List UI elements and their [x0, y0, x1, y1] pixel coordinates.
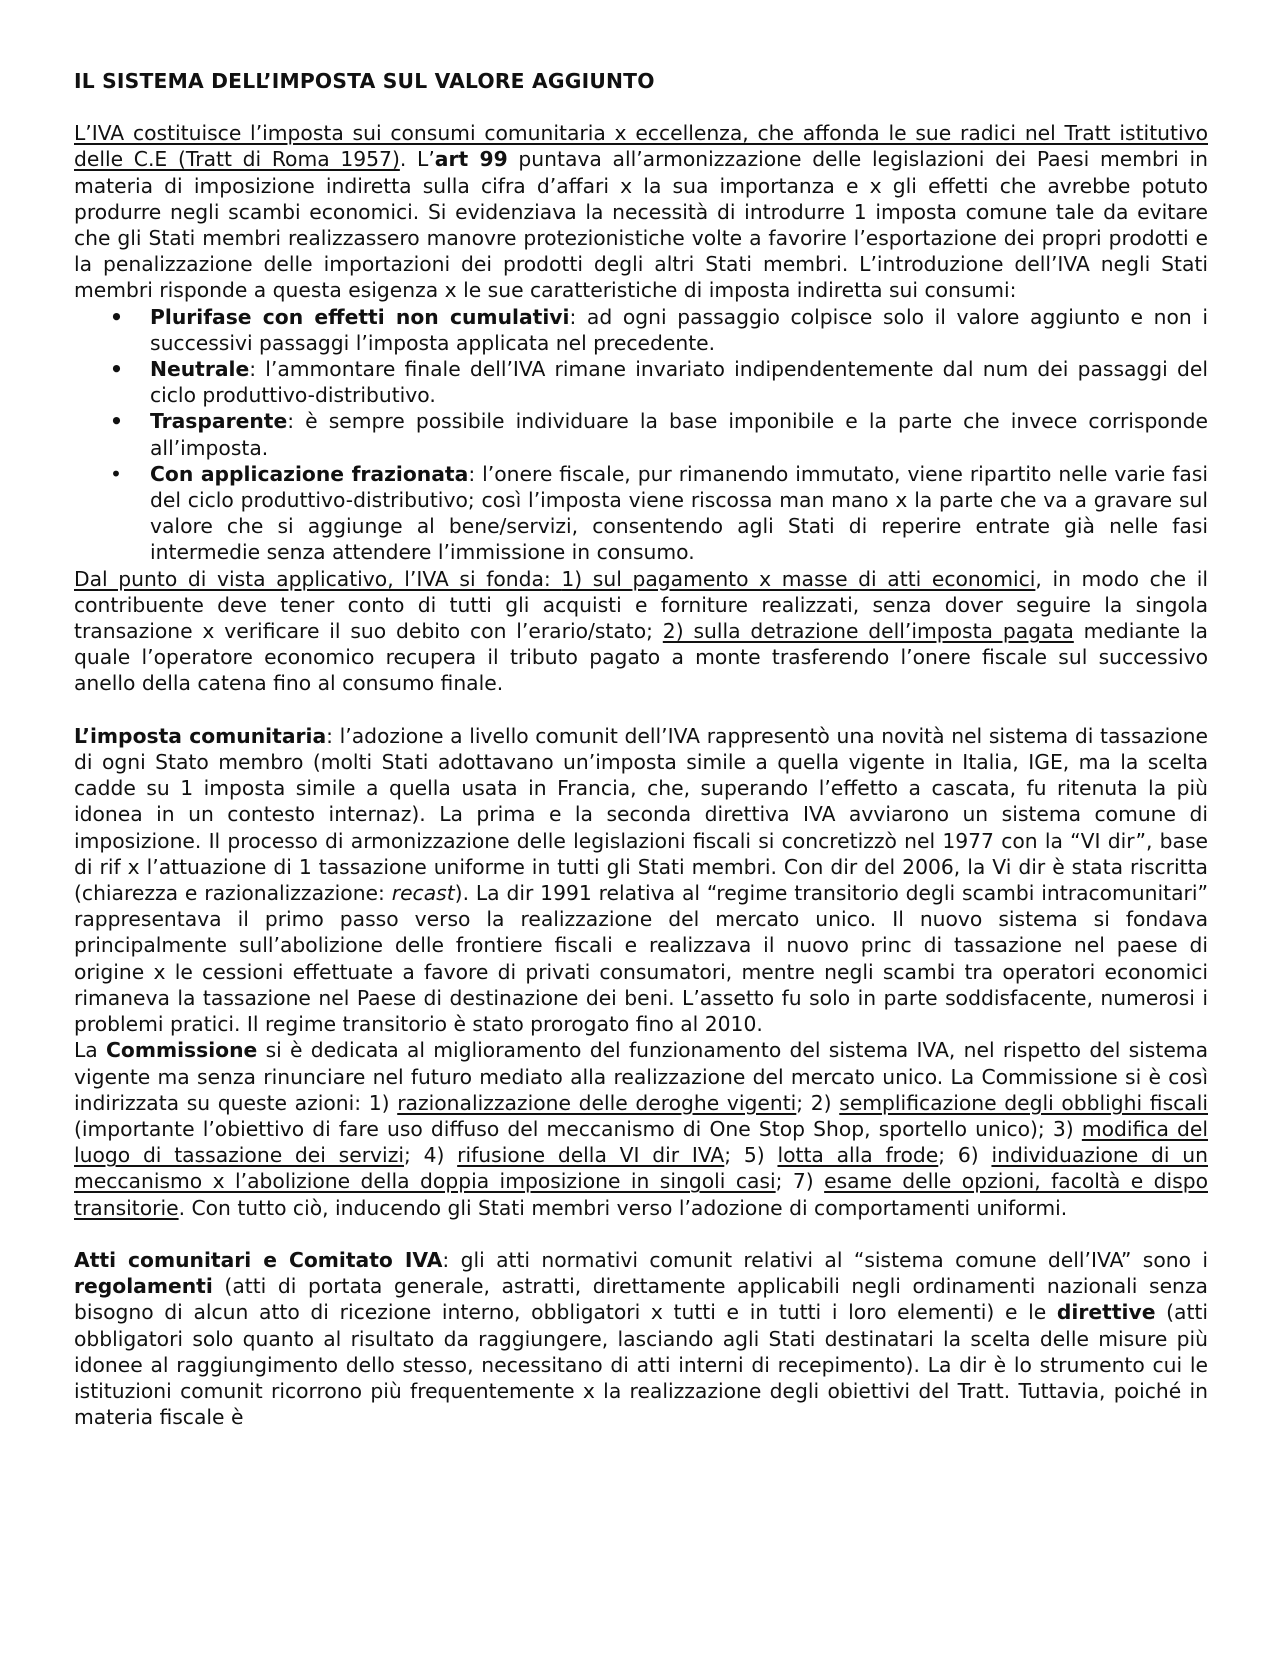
bullet-icon: •: [110, 409, 123, 434]
list-item-text: : ad ogni passaggio colpisce solo il valore aggiunto e non i successivi passaggi l’imposta applicata nel precedente.: [150, 304, 1208, 355]
list-item-term: Neutrale: [150, 357, 250, 382]
art-99-bold: art 99: [434, 147, 508, 172]
list-item: [74, 304, 1208, 356]
section-heading-inline: L’imposta comunitaria: [74, 723, 327, 748]
bullet-icon: •: [110, 304, 123, 329]
list-item: [74, 408, 1208, 460]
characteristics-list: [74, 304, 1208, 566]
intro-underlined-text: L’IVA costituisce l’imposta sui consumi comunitaria x eccellenza, che affonda le sue radici nel Tratt istitutivo delle C.E (Tratt di Roma 1957): [74, 121, 1208, 172]
list-item: [74, 461, 1208, 566]
bullet-icon: •: [110, 357, 123, 382]
list-item-term: Plurifase con effetti non cumulativi: [150, 304, 570, 329]
list-item-text: : è sempre possibile individuare la base imponibile e la parte che invece corrisponde all’imposta.: [150, 409, 1208, 460]
list-item-term: Con applicazione frazionata: [150, 461, 469, 486]
list-item-text: : l’onere fiscale, pur rimanendo immutato, viene ripartito nelle varie fasi del ciclo produttivo-distributivo; così l’imposta viene riscossa man mano x la parte che va a gravare sul valore che si aggiunge al bene/servizi, consentendo agli Stati di reperire entrate già nelle fasi intermedie senza attendere l’immissione in consumo.: [150, 461, 1208, 565]
section-heading-inline: Atti comunitari e Comitato IVA: [74, 1247, 443, 1272]
intro-paragraph: L’IVA costituisce l’imposta sui consumi comunitaria x eccellenza, che affonda le sue radici nel Tratt istitutivo delle C.E (Tratt di Roma 1957). L’art 99 puntava all’armonizzazione delle legislazioni dei Paesi membri in materia di imposizione indiretta sulla cifra d’affari x la sua importanza e x gli effetti che avrebbe potuto produrre negli scambi economici. Si evidenziava la necessità di introdurre 1 imposta comune tale da evitare che gli Stati membri realizzassero manovre protezionistiche volte a favorire l’esportazione dei propri prodotti e la penalizzazione delle importazioni dei prodotti degli altri Stati membri. L’introduzione dell’IVA negli Stati membri risponde a questa esigenza x le sue caratteristiche di imposta indiretta sui consumi:: [74, 121, 1208, 303]
list-item: [74, 356, 1208, 408]
commissione-paragraph: La Commissione si è dedicata al miglioramento del funzionamento del sistema IVA, nel rispetto del sistema vigente ma senza rinunciare nel futuro mediato alla realizzazione del mercato unico. La Commissione si è così indirizzata su queste azioni: 1) razionalizzazione delle deroghe vigenti; 2) semplificazione degli obblighi fiscali (importante l’obiettivo di fare uso diffuso del meccanismo di One Stop Shop, sportello unico); 3) modifica del luogo di tassazione dei servizi; 4) rifusione della VI dir IVA; 5) lotta alla frode; 6) individuazione di un meccanismo x l’abolizione della doppia imposizione in singoli casi; 7) esame delle opzioni, facoltà e dispo transitorie. Con tutto ciò, inducendo gli Stati membri verso l’adozione di comportamenti uniformi.: [74, 1038, 1208, 1220]
list-item-text: : l’ammontare finale dell’IVA rimane invariato indipendentemente dal num dei passaggi del ciclo produttivo-distributivo.: [150, 357, 1208, 408]
atti-comunitari-paragraph: Atti comunitari e Comitato IVA: gli atti normativi comunit relativi al “sistema comune dell’IVA” sono i regolamenti (atti di portata generale, astratti, direttamente applicabili negli ordinamenti nazionali senza bisogno di alcun atto di ricezione interno, obbligatori x tutti e in tutti i loro elementi) e le direttive (atti obbligatori solo quanto al risultato da raggiungere, lasciando agli Stati destinatari la scelta delle misure più idonee al raggiungimento dello stesso, necessitano di atti interni di recepimento). La dir è lo strumento cui le istituzioni comunit ricorrono più frequentemente x la realizzazione degli obiettivi del Tratt. Tuttavia, poiché in materia fiscale è: [74, 1247, 1209, 1430]
page-title: IL SISTEMA DELL’IMPOSTA SUL VALORE AGGIUNTO: [74, 69, 655, 93]
bullet-icon: •: [110, 461, 122, 486]
applicativo-paragraph: Dal punto di vista applicativo, l’IVA si fonda: 1) sul pagamento x masse di atti economici, in modo che il contribuente deve tener conto di tutti gli acquisti e forniture realizzati, senza dover seguire la singola transazione x verificare il suo debito con l’erario/stato; 2) sulla detrazione dell’imposta pagata mediante la quale l’operatore economico recupera il tributo pagato a monte trasferendo l’onere fiscale sul successivo anello della catena fino al consumo finale.: [74, 566, 1208, 696]
list-item-term: Trasparente: [150, 409, 288, 434]
imposta-comunitaria-paragraph: L’imposta comunitaria: l’adozione a livello comunit dell’IVA rappresentò una novità nel sistema di tassazione di ogni Stato membro (molti Stati adottavano un’imposta simile a quella vigente in Italia, IGE, ma la scelta cadde su 1 imposta simile a quella usata in Francia, che, superando l’effetto a cascata, fu ritenuta la più idonea in un contesto internaz). La prima e la seconda direttiva IVA avviarono un sistema comune di imposizione. Il processo di armonizzazione delle legislazioni fiscali si concretizzò nel 1977 con la “VI dir”, base di rif x l’attuazione di 1 tassazione uniforme in tutti gli Stati membri. Con dir del 2006, la Vi dir è stata riscritta (chiarezza e razionalizzazione: recast). La dir 1991 relativa al “regime transitorio degli scambi intracomunitari” rappresentava il primo passo verso la realizzazione del mercato unico. Il nuovo sistema si fondava principalmente sull’abolizione delle frontiere fiscali e realizzava il nuovo princ di tassazione nel paese di origine x le cessioni effettuate a favore di privati consumatori, mentre negli scambi tra operatori economici rimaneva la tassazione nel Paese di destinazione dei beni. L’assetto fu solo in parte soddisfacente, numerosi i problemi pratici. Il regime transitorio è stato prorogato fino al 2010.: [74, 723, 1209, 1037]
